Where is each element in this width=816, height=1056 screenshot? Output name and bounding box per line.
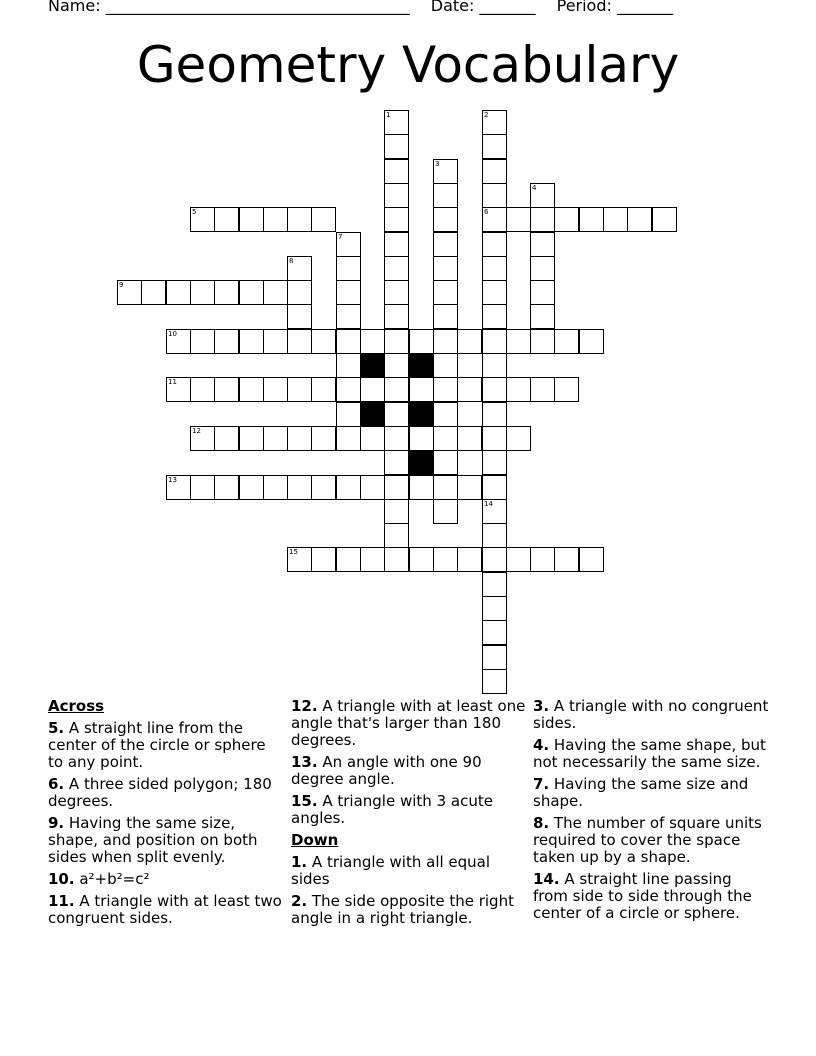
grid-cell[interactable] bbox=[482, 159, 507, 184]
black-square bbox=[360, 353, 385, 378]
clue-number: 8 bbox=[289, 257, 294, 265]
clue-number: 2 bbox=[484, 111, 489, 119]
grid-cell[interactable] bbox=[214, 280, 239, 305]
clue-num: 4. bbox=[533, 736, 550, 754]
clue-text: A triangle with no congruent sides. bbox=[533, 697, 769, 732]
grid-cell[interactable] bbox=[190, 280, 215, 305]
across-heading: Across bbox=[48, 697, 105, 715]
grid-cell[interactable] bbox=[409, 329, 434, 354]
grid-cell[interactable] bbox=[287, 280, 312, 305]
clue-num: 6. bbox=[48, 775, 65, 793]
grid-cell[interactable] bbox=[433, 450, 458, 475]
clue-item bbox=[533, 737, 769, 771]
grid-cell[interactable] bbox=[506, 329, 531, 354]
grid-cell[interactable] bbox=[530, 547, 555, 572]
grid-cell[interactable] bbox=[433, 402, 458, 427]
grid-cell[interactable] bbox=[482, 669, 507, 694]
grid-cell[interactable] bbox=[384, 280, 409, 305]
grid-cell[interactable] bbox=[482, 304, 507, 329]
grid-cell[interactable] bbox=[384, 134, 409, 159]
grid-cell[interactable] bbox=[190, 329, 215, 354]
down-heading: Down bbox=[291, 831, 339, 849]
grid-cell[interactable] bbox=[482, 547, 507, 572]
grid-cell[interactable] bbox=[579, 547, 604, 572]
grid-cell[interactable] bbox=[360, 547, 385, 572]
grid-cell[interactable] bbox=[482, 377, 507, 402]
grid-cell[interactable] bbox=[214, 377, 239, 402]
clue-num: 10. bbox=[48, 870, 75, 888]
black-square bbox=[409, 402, 434, 427]
grid-cell[interactable] bbox=[530, 207, 555, 232]
clue-number: 5 bbox=[192, 208, 197, 216]
grid-cell[interactable] bbox=[482, 645, 507, 670]
grid-cell[interactable] bbox=[384, 450, 409, 475]
grid-cell[interactable] bbox=[384, 232, 409, 257]
grid-cell[interactable] bbox=[384, 547, 409, 572]
name-label: Name: bbox=[48, 0, 101, 15]
grid-cell[interactable] bbox=[530, 377, 555, 402]
grid-cell[interactable] bbox=[384, 377, 409, 402]
clue-item bbox=[48, 815, 284, 866]
clue-number: 15 bbox=[289, 548, 298, 556]
grid-cell[interactable] bbox=[360, 475, 385, 500]
grid-cell[interactable] bbox=[287, 207, 312, 232]
clue-num: 12. bbox=[291, 697, 318, 715]
grid-cell[interactable] bbox=[554, 377, 579, 402]
grid-cell[interactable] bbox=[287, 377, 312, 402]
clue-text: Having the same size and shape. bbox=[533, 775, 749, 810]
grid-cell[interactable] bbox=[141, 280, 166, 305]
grid-cell[interactable] bbox=[166, 475, 191, 500]
grid-cell[interactable] bbox=[336, 377, 361, 402]
clue-item bbox=[291, 854, 527, 888]
grid-cell[interactable] bbox=[360, 377, 385, 402]
grid-cell[interactable] bbox=[287, 426, 312, 451]
clue-num: 3. bbox=[533, 697, 550, 715]
grid-cell[interactable] bbox=[457, 426, 482, 451]
grid-cell[interactable] bbox=[239, 207, 264, 232]
grid-cell[interactable] bbox=[336, 256, 361, 281]
date-blank[interactable]: _______ bbox=[479, 0, 536, 15]
grid-cell[interactable] bbox=[263, 377, 288, 402]
grid-cell[interactable] bbox=[482, 232, 507, 257]
clue-num: 11. bbox=[48, 892, 75, 910]
clue-num: 9. bbox=[48, 814, 65, 832]
clues-column-3 bbox=[533, 698, 769, 927]
grid-cell[interactable] bbox=[190, 377, 215, 402]
grid-cell[interactable] bbox=[384, 475, 409, 500]
clue-text: A triangle with at least two congruent sides. bbox=[48, 892, 282, 927]
grid-cell[interactable] bbox=[530, 304, 555, 329]
grid-cell[interactable] bbox=[457, 547, 482, 572]
grid-cell[interactable] bbox=[384, 304, 409, 329]
clue-number: 6 bbox=[484, 208, 489, 216]
clue-text: A straight line passing from side to side through the center of a circle or sphere. bbox=[533, 870, 752, 922]
clue-text: A triangle with 3 acute angles. bbox=[291, 792, 493, 827]
clue-number: 14 bbox=[484, 500, 493, 508]
grid-cell[interactable] bbox=[239, 280, 264, 305]
grid-cell[interactable] bbox=[530, 232, 555, 257]
grid-cell[interactable] bbox=[263, 207, 288, 232]
grid-cell[interactable] bbox=[190, 207, 215, 232]
grid-cell[interactable] bbox=[287, 304, 312, 329]
grid-cell[interactable] bbox=[384, 183, 409, 208]
grid-cell[interactable] bbox=[433, 499, 458, 524]
clue-item bbox=[291, 698, 527, 749]
grid-cell[interactable] bbox=[190, 426, 215, 451]
period-blank[interactable]: _______ bbox=[616, 0, 673, 15]
clue-text: A triangle with all equal sides bbox=[291, 853, 491, 888]
clue-text: Having the same size, shape, and position on both sides when split evenly. bbox=[48, 814, 258, 866]
clue-text: The side opposite the right angle in a right triangle. bbox=[291, 892, 514, 927]
page-title: Geometry Vocabulary bbox=[136, 36, 680, 94]
grid-cell[interactable] bbox=[384, 426, 409, 451]
clue-num: 8. bbox=[533, 814, 550, 832]
grid-cell[interactable] bbox=[384, 110, 409, 135]
grid-cell[interactable] bbox=[239, 329, 264, 354]
clue-number: 9 bbox=[119, 281, 124, 289]
grid-cell[interactable] bbox=[287, 256, 312, 281]
clue-text: A straight line from the center of the circle or sphere to any point. bbox=[48, 719, 266, 771]
grid-cell[interactable] bbox=[554, 207, 579, 232]
clue-number: 11 bbox=[168, 378, 177, 386]
grid-cell[interactable] bbox=[652, 207, 677, 232]
grid-cell[interactable] bbox=[457, 377, 482, 402]
clue-text: A triangle with at least one angle that's larger than 180 degrees. bbox=[291, 697, 526, 749]
grid-cell[interactable] bbox=[336, 547, 361, 572]
grid-cell[interactable] bbox=[166, 280, 191, 305]
grid-cell[interactable] bbox=[239, 475, 264, 500]
grid-cell[interactable] bbox=[311, 377, 336, 402]
grid-cell[interactable] bbox=[214, 426, 239, 451]
clue-num: 14. bbox=[533, 870, 560, 888]
grid-cell[interactable] bbox=[263, 475, 288, 500]
grid-cell[interactable] bbox=[311, 547, 336, 572]
grid-cell[interactable] bbox=[482, 110, 507, 135]
period-label: Period: bbox=[556, 0, 612, 15]
grid-cell[interactable] bbox=[263, 426, 288, 451]
grid-cell[interactable] bbox=[482, 183, 507, 208]
clue-number: 3 bbox=[435, 160, 440, 168]
grid-cell[interactable] bbox=[239, 426, 264, 451]
clue-item bbox=[291, 893, 527, 927]
grid-cell[interactable] bbox=[457, 475, 482, 500]
grid-cell[interactable] bbox=[239, 377, 264, 402]
grid-cell[interactable] bbox=[336, 304, 361, 329]
grid-cell[interactable] bbox=[554, 329, 579, 354]
grid-cell[interactable] bbox=[506, 377, 531, 402]
clue-num: 7. bbox=[533, 775, 550, 793]
clue-num: 13. bbox=[291, 753, 318, 771]
clue-number: 13 bbox=[168, 476, 177, 484]
grid-cell[interactable] bbox=[433, 426, 458, 451]
grid-cell[interactable] bbox=[287, 547, 312, 572]
grid-cell[interactable] bbox=[311, 329, 336, 354]
grid-cell[interactable] bbox=[603, 207, 628, 232]
date-label: Date: bbox=[430, 0, 475, 15]
clue-text: A three sided polygon; 180 degrees. bbox=[48, 775, 272, 810]
clue-num: 2. bbox=[291, 892, 308, 910]
grid-cell[interactable] bbox=[506, 207, 531, 232]
grid-cell[interactable] bbox=[482, 596, 507, 621]
grid-cell[interactable] bbox=[554, 547, 579, 572]
grid-cell[interactable] bbox=[482, 280, 507, 305]
grid-cell[interactable] bbox=[482, 572, 507, 597]
grid-cell[interactable] bbox=[336, 475, 361, 500]
clue-num: 15. bbox=[291, 792, 318, 810]
grid-cell[interactable] bbox=[433, 377, 458, 402]
clue-item bbox=[48, 893, 284, 927]
black-square bbox=[409, 450, 434, 475]
grid-cell[interactable] bbox=[214, 207, 239, 232]
clue-text: a²+b²=c² bbox=[74, 870, 150, 888]
grid-cell[interactable] bbox=[482, 353, 507, 378]
grid-cell[interactable] bbox=[336, 280, 361, 305]
grid-cell[interactable] bbox=[482, 523, 507, 548]
clue-item bbox=[533, 871, 769, 922]
clue-item bbox=[48, 720, 284, 771]
grid-cell[interactable] bbox=[482, 207, 507, 232]
grid-cell[interactable] bbox=[360, 426, 385, 451]
grid-cell[interactable] bbox=[409, 377, 434, 402]
black-square bbox=[409, 353, 434, 378]
clue-item bbox=[291, 754, 527, 788]
grid-cell[interactable] bbox=[530, 280, 555, 305]
grid-cell[interactable] bbox=[384, 499, 409, 524]
clue-number: 12 bbox=[192, 427, 201, 435]
grid-cell[interactable] bbox=[433, 232, 458, 257]
clue-number: 7 bbox=[338, 233, 343, 241]
grid-cell[interactable] bbox=[627, 207, 652, 232]
grid-cell[interactable] bbox=[336, 329, 361, 354]
grid-cell[interactable] bbox=[433, 183, 458, 208]
grid-cell[interactable] bbox=[384, 207, 409, 232]
grid-cell[interactable] bbox=[530, 256, 555, 281]
grid-cell[interactable] bbox=[214, 329, 239, 354]
clue-item bbox=[48, 776, 284, 810]
clue-item bbox=[48, 871, 284, 888]
grid-cell[interactable] bbox=[384, 329, 409, 354]
grid-cell[interactable] bbox=[457, 329, 482, 354]
grid-cell[interactable] bbox=[214, 475, 239, 500]
grid-cell[interactable] bbox=[117, 280, 142, 305]
grid-cell[interactable] bbox=[409, 547, 434, 572]
grid-cell[interactable] bbox=[384, 159, 409, 184]
clue-num: 1. bbox=[291, 853, 308, 871]
grid-cell[interactable] bbox=[506, 547, 531, 572]
grid-cell[interactable] bbox=[433, 329, 458, 354]
grid-cell[interactable] bbox=[482, 329, 507, 354]
clue-item bbox=[291, 793, 527, 827]
grid-cell[interactable] bbox=[384, 523, 409, 548]
grid-cell[interactable] bbox=[433, 353, 458, 378]
clue-num: 5. bbox=[48, 719, 65, 737]
grid-cell[interactable] bbox=[409, 475, 434, 500]
grid-cell[interactable] bbox=[166, 329, 191, 354]
grid-cell[interactable] bbox=[506, 426, 531, 451]
grid-cell[interactable] bbox=[530, 329, 555, 354]
grid-cell[interactable] bbox=[482, 256, 507, 281]
grid-cell[interactable] bbox=[287, 329, 312, 354]
grid-cell[interactable] bbox=[263, 280, 288, 305]
grid-cell[interactable] bbox=[336, 353, 361, 378]
grid-cell[interactable] bbox=[384, 256, 409, 281]
grid-cell[interactable] bbox=[433, 304, 458, 329]
grid-cell[interactable] bbox=[482, 426, 507, 451]
grid-cell[interactable] bbox=[433, 159, 458, 184]
grid-cell[interactable] bbox=[482, 499, 507, 524]
grid-cell[interactable] bbox=[433, 256, 458, 281]
grid-cell[interactable] bbox=[336, 232, 361, 257]
grid-cell[interactable] bbox=[287, 475, 312, 500]
grid-cell[interactable] bbox=[530, 183, 555, 208]
grid-cell[interactable] bbox=[433, 475, 458, 500]
grid-cell[interactable] bbox=[336, 402, 361, 427]
grid-cell[interactable] bbox=[482, 450, 507, 475]
grid-cell[interactable] bbox=[482, 620, 507, 645]
clue-number: 1 bbox=[386, 111, 391, 119]
clue-item bbox=[533, 698, 769, 732]
black-square bbox=[360, 402, 385, 427]
clue-number: 4 bbox=[532, 184, 537, 192]
grid-cell[interactable] bbox=[579, 329, 604, 354]
grid-cell[interactable] bbox=[482, 134, 507, 159]
clue-item bbox=[533, 776, 769, 810]
grid-cell[interactable] bbox=[336, 426, 361, 451]
clue-text: The number of square units required to cover the space taken up by a shape. bbox=[533, 814, 762, 866]
grid-cell[interactable] bbox=[166, 377, 191, 402]
grid-cell[interactable] bbox=[311, 426, 336, 451]
grid-cell[interactable] bbox=[311, 475, 336, 500]
clue-number: 10 bbox=[168, 330, 177, 338]
grid-cell[interactable] bbox=[263, 329, 288, 354]
clue-text: Having the same shape, but not necessarily the same size. bbox=[533, 736, 766, 771]
clue-item bbox=[533, 815, 769, 866]
grid-cell[interactable] bbox=[482, 475, 507, 500]
grid-cell[interactable] bbox=[409, 426, 434, 451]
grid-cell[interactable] bbox=[360, 329, 385, 354]
grid-cell[interactable] bbox=[384, 353, 409, 378]
grid-cell[interactable] bbox=[433, 547, 458, 572]
grid-cell[interactable] bbox=[190, 475, 215, 500]
grid-cell[interactable] bbox=[579, 207, 604, 232]
grid-cell[interactable] bbox=[482, 402, 507, 427]
grid-cell[interactable] bbox=[311, 207, 336, 232]
clues-column-1 bbox=[48, 698, 284, 932]
grid-cell[interactable] bbox=[384, 402, 409, 427]
grid-cell[interactable] bbox=[433, 280, 458, 305]
grid-cell[interactable] bbox=[433, 207, 458, 232]
name-blank[interactable]: ______________________________________ bbox=[105, 0, 410, 15]
clues-column-2 bbox=[291, 698, 527, 932]
clue-text: An angle with one 90 degree angle. bbox=[291, 753, 482, 788]
